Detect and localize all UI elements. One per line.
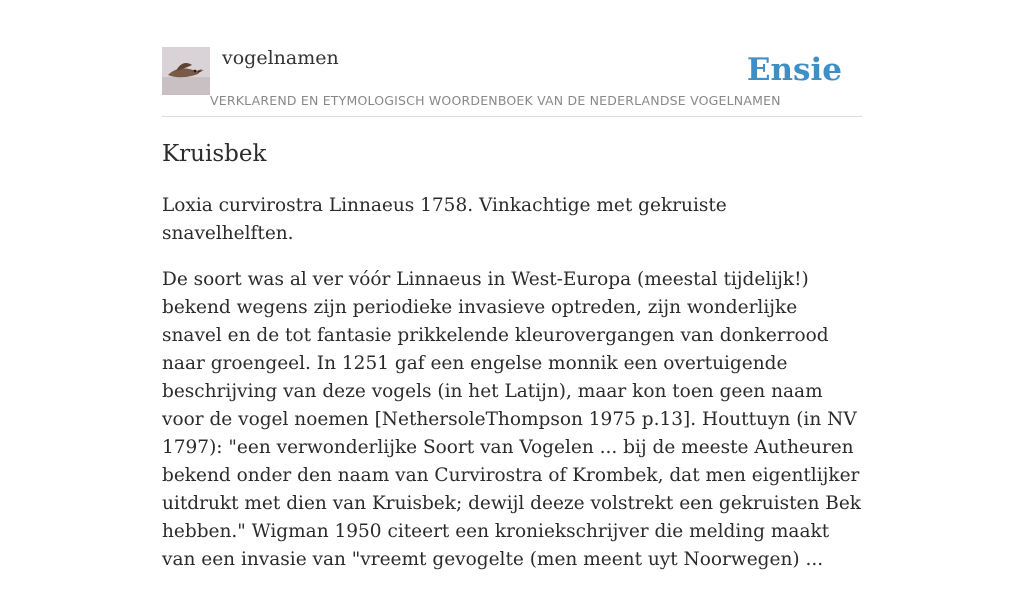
- article-intro: Loxia curvirostra Linnaeus 1758. Vinkachtige met gekruiste snavelhelften.: [162, 195, 727, 244]
- article-body: De soort was al ver vóór Linnaeus in West-Europa (meestal tijdelijk!) bekend wegens zijn periodieke invasieve optreden, zijn wonderlijke snavel en de tot fantasie prikkelende kleurovergangen van donkerrood naar groengeel. In 1251 gaf een engelse monnik een overtuigende beschrijving van deze vogels (in het Latijn), maar kon toen geen naam voor de vogel noemen [NethersoleThompson 1975 p.13]. Houttuyn (in NV 1797): "een verwonderlijke Soort van Vogelen ... bij de meeste Autheuren bekend onder den naam van Curvirostra of Krombek, dat men eigentlijker uitdrukt met dien van Kruisbek; dewijl deeze volstrekt een gekruisten Bek hebben." Wigman 1950 citeert een kroniekschrijver die melding maakt van een invasie van "vreemt gevogelte (men meent uyt Noorwegen) ...: [162, 269, 862, 570]
- page-title: Kruisbek: [162, 141, 267, 167]
- site-name[interactable]: vogelnamen: [222, 47, 339, 69]
- article: [162, 136, 862, 592]
- site-header: [162, 0, 862, 117]
- brand-logo[interactable]: Ensie: [746, 52, 842, 88]
- site-tagline: VERKLAREND EN ETYMOLOGISCH WOORDENBOEK VAN DE NEDERLANDSE VOGELNAMEN: [210, 93, 781, 108]
- bird-photo-icon: [162, 47, 210, 95]
- avatar[interactable]: [162, 47, 210, 95]
